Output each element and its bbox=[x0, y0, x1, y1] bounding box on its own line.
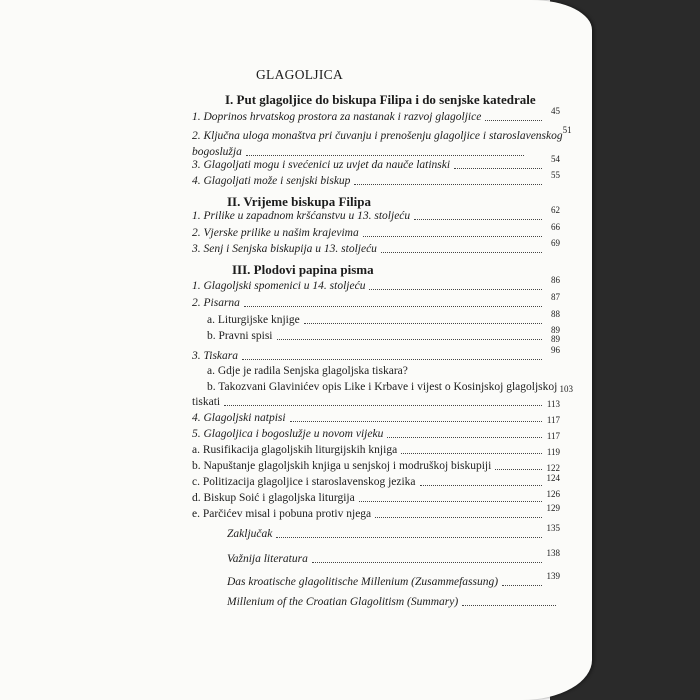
toc-entry bbox=[192, 505, 560, 521]
toc-entry bbox=[192, 125, 572, 143]
toc-entry bbox=[192, 156, 560, 172]
toc-entry bbox=[192, 207, 560, 223]
dot-leader bbox=[414, 219, 542, 220]
dot-leader bbox=[420, 485, 542, 486]
dot-leader bbox=[363, 236, 542, 237]
toc-entry-page: 138 bbox=[546, 548, 560, 558]
dot-leader bbox=[276, 537, 542, 538]
toc-entry-page: 86 bbox=[551, 275, 560, 285]
toc-entry-page: 139 bbox=[546, 571, 560, 581]
toc-entry-title: a. Liturgijske knjige bbox=[207, 314, 300, 326]
toc-entry-page: 117 bbox=[546, 431, 560, 441]
toc-entry-title: 2. Pisarna bbox=[192, 297, 240, 309]
toc-entry-title: a. Rusifikacija glagoljskih liturgijskih knjiga bbox=[192, 444, 398, 456]
toc-entry-title: d. Biskup Soić i glagoljska liturgija bbox=[192, 492, 355, 504]
dot-leader bbox=[401, 453, 542, 454]
toc-entry-page: 62 bbox=[551, 205, 560, 215]
toc-entry-page: 122 bbox=[546, 463, 560, 473]
toc-entry bbox=[192, 457, 560, 473]
toc-entry-page: 89 bbox=[551, 325, 560, 335]
toc-entry bbox=[192, 473, 560, 489]
toc-entry-title: bogoslužja bbox=[192, 146, 242, 158]
dot-leader bbox=[354, 184, 542, 185]
section-heading-2: II. Vrijeme biskupa Filipa bbox=[227, 194, 371, 209]
toc-entry-title: a. Gdje je radila Senjska glagoljska tiskara? bbox=[207, 365, 408, 377]
toc-entry-page: 96 bbox=[551, 345, 560, 355]
toc-entry bbox=[227, 593, 560, 609]
toc-entry-title: b. Pravni spisi bbox=[207, 330, 273, 342]
dot-leader bbox=[462, 605, 556, 606]
dot-leader bbox=[244, 306, 542, 307]
dot-leader bbox=[304, 323, 542, 324]
toc-entry-title: tiskati bbox=[192, 396, 221, 408]
toc-entry bbox=[192, 240, 560, 256]
toc-entry-title: b. Takozvani Glavinićev opis Like i Krbave i vijest o Kosinjskoj glagoljskoj bbox=[207, 381, 558, 393]
toc-entry bbox=[192, 347, 560, 363]
toc-entry-title: Millenium of the Croatian Glagolitism (Summary) bbox=[227, 596, 459, 608]
toc-entry-title: e. Parčićev misal i pobuna protiv njega bbox=[192, 508, 372, 520]
toc-entry-page: 55 bbox=[551, 170, 560, 180]
section-heading-3: III. Plodovi papina pisma bbox=[232, 262, 374, 277]
dot-leader bbox=[224, 405, 542, 406]
dot-leader bbox=[369, 289, 542, 290]
dot-leader bbox=[359, 501, 542, 502]
toc-entry-title: 1. Prilike u zapadnom kršćanstvu u 13. stoljeću bbox=[192, 210, 411, 222]
toc-entry bbox=[192, 393, 560, 409]
toc-entry bbox=[192, 224, 560, 240]
page-title: GLAGOLJICA bbox=[256, 67, 343, 82]
toc-entry-title: 1. Doprinos hrvatskog prostora za nastanak i razvoj glagoljice bbox=[192, 111, 482, 123]
dot-leader bbox=[485, 120, 542, 121]
toc-entry-page: 103 bbox=[559, 384, 573, 394]
toc-entry-title: 3. Senj i Senjska biskupija u 13. stoljeću bbox=[192, 243, 377, 255]
toc-entry-page: 89 bbox=[551, 334, 560, 344]
toc-entry-page: 124 bbox=[546, 473, 560, 483]
toc-entry-page: 69 bbox=[551, 238, 560, 248]
dot-leader bbox=[242, 359, 542, 360]
toc-entry-title: Zaključak bbox=[227, 528, 273, 540]
dot-leader bbox=[312, 562, 542, 563]
dot-leader bbox=[290, 421, 542, 422]
toc-entry-title: 2. Ključna uloga monaštva pri čuvanju i prenošenju glagoljice i staroslavenskog bbox=[192, 130, 563, 142]
toc-entry bbox=[227, 573, 560, 589]
toc-entry bbox=[192, 489, 560, 505]
toc-entry-page: 117 bbox=[546, 415, 560, 425]
toc-entry bbox=[192, 294, 560, 310]
dot-leader bbox=[381, 252, 542, 253]
dot-leader bbox=[375, 517, 542, 518]
toc-entry bbox=[207, 362, 560, 378]
dot-leader bbox=[502, 585, 542, 586]
toc-entry-page: 87 bbox=[551, 292, 560, 302]
toc-entry-page: 51 bbox=[562, 125, 572, 135]
dot-leader bbox=[495, 469, 542, 470]
dot-leader bbox=[454, 168, 542, 169]
dot-leader bbox=[277, 339, 543, 340]
toc-entry-title: 5. Glagoljica i bogoslužje u novom vijeku bbox=[192, 428, 384, 440]
section-heading-1: I. Put glagoljice do biskupa Filipa i do senjske katedrale bbox=[225, 92, 536, 107]
toc-entry-page: 54 bbox=[551, 154, 560, 164]
toc-entry bbox=[207, 378, 573, 394]
toc-entry bbox=[192, 441, 560, 457]
toc-entry bbox=[207, 311, 560, 327]
toc-entry-page: 45 bbox=[551, 106, 560, 116]
toc-entry bbox=[227, 550, 560, 566]
toc-entry bbox=[227, 525, 560, 541]
toc-entry-title: c. Politizacija glagoljice i staroslavenskog jezika bbox=[192, 476, 416, 488]
toc-entry bbox=[192, 409, 560, 425]
toc-entry-page: 113 bbox=[546, 399, 560, 409]
toc-entry-page: 119 bbox=[546, 447, 560, 457]
toc-entry-title: Das kroatische glagolitische Millenium (Zusammefassung) bbox=[227, 576, 499, 588]
toc-entry-page: 66 bbox=[551, 222, 560, 232]
toc-entry-title: b. Napuštanje glagoljskih knjiga u senjskoj i modruškoj biskupiji bbox=[192, 460, 492, 472]
toc-entry-title: Važnija literatura bbox=[227, 553, 308, 565]
toc-entry-page: 88 bbox=[551, 309, 560, 319]
toc-entry-title: 4. Glagoljski natpisi bbox=[192, 412, 286, 424]
toc-entry-title: 2. Vjerske prilike u našim krajevima bbox=[192, 227, 359, 239]
toc-entry-title: 3. Glagoljati mogu i svećenici uz uvjet da nauče latinski bbox=[192, 159, 451, 171]
dot-leader bbox=[387, 437, 542, 438]
toc-entry bbox=[192, 277, 560, 293]
toc-entry-title: 3. Tiskara bbox=[192, 350, 239, 362]
toc-entry bbox=[192, 108, 560, 124]
toc-entry-page: 135 bbox=[546, 523, 560, 533]
toc-entry-title: 1. Glagoljski spomenici u 14. stoljeću bbox=[192, 280, 366, 292]
toc-entry-page: 129 bbox=[546, 503, 560, 513]
toc-entry bbox=[192, 425, 560, 441]
toc-entry bbox=[192, 172, 560, 188]
toc-entry-page: 126 bbox=[546, 489, 560, 499]
toc-entry bbox=[207, 327, 560, 343]
toc-entry-title: 4. Glagoljati može i senjski biskup bbox=[192, 175, 351, 187]
